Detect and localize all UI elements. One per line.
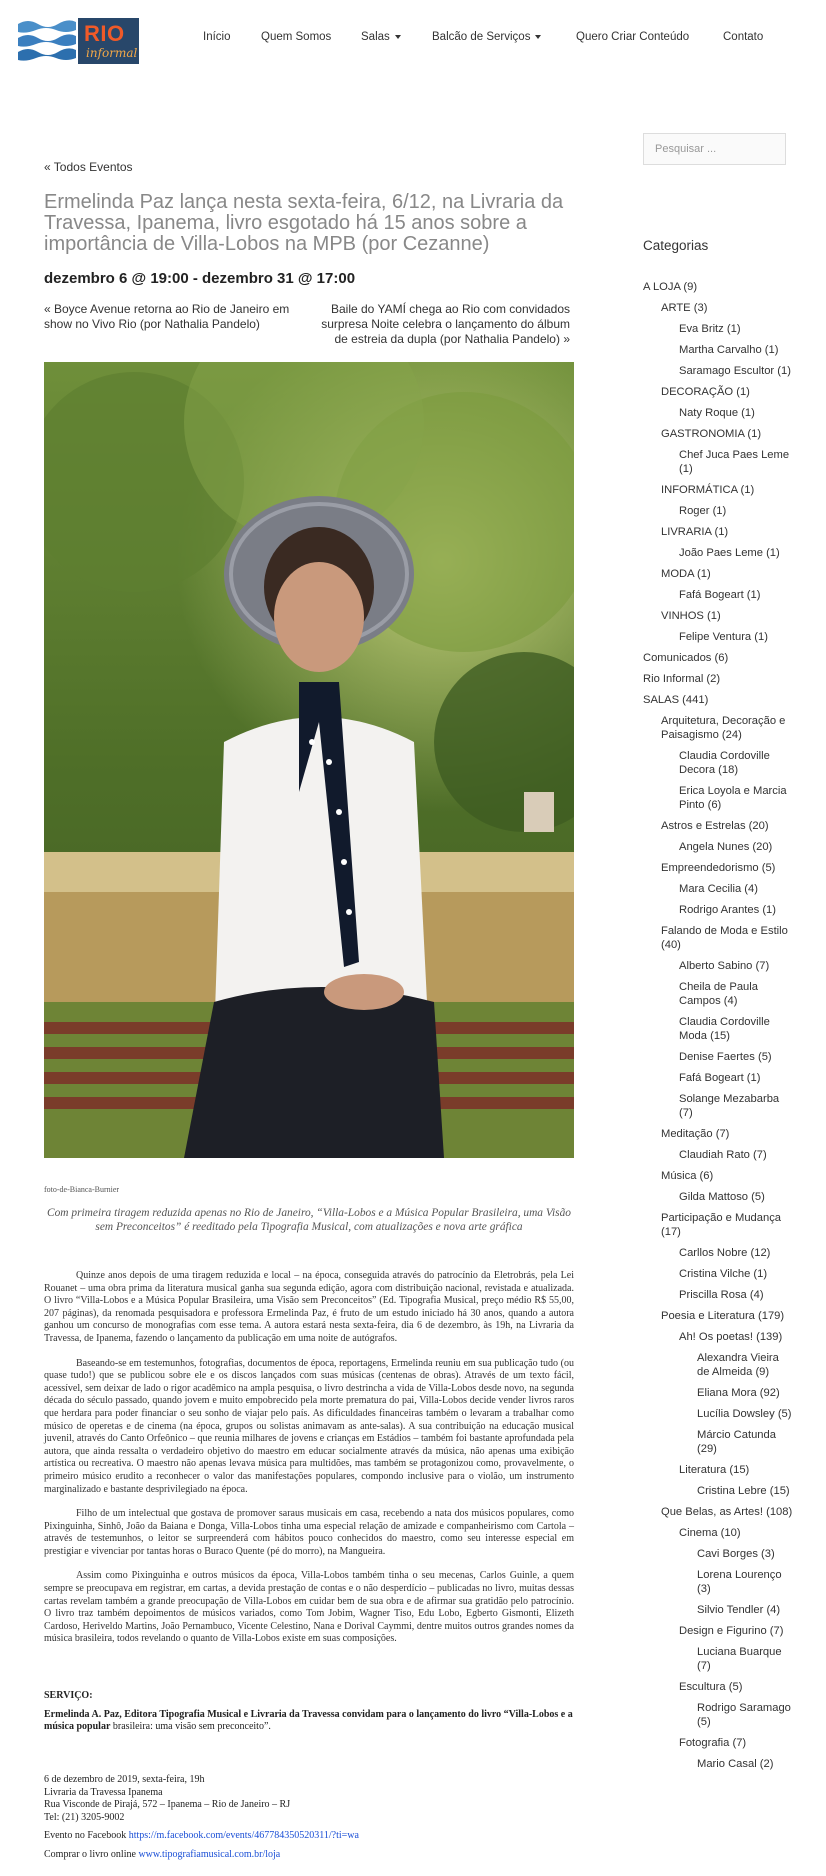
facebook-event-link[interactable]: https://m.facebook.com/events/467784350520311/?ti=wa <box>128 1830 359 1842</box>
category-link[interactable]: Felipe Ventura (1) <box>679 631 768 643</box>
category-link[interactable]: GASTRONOMIA (1) <box>661 428 762 440</box>
category-link[interactable]: Angela Nunes (20) <box>679 841 773 853</box>
article-paragraph: Assim como Pixinguinha e outros músicos da época, Villa-Lobos também tinha o seu mecenas, Carlos Guinle, a quem sempre se preocupava em registrar, em cartas, a devida prestação de contas e o não desperdício – publicadas no livro, muitas dessas cartas revelam também a grande preocupação de Villa-Lobos em cuidar bem de sua obra e de afirmar sua gratidão pelo patrocínio. O livro traz também depoimentos de músicos variados, como Tom Jobim, Wagner Tiso, Edu Lobo, Egberto Gismonti, Elizeth Cardoso, Heriveldo Martins, João Pernambuco, Vicente Celestino, Nana e Dorival Caymmi, dentre muitos outros grandes nomes da música brasileira, todos revelando o quanto de Villa-Lobos existe em suas composições. <box>44 1570 574 1645</box>
photo-caption: foto-de-Bianca-Burnier <box>44 1185 120 1194</box>
info-date: 6 de dezembro de 2019, sexta-feira, 19h <box>44 1774 205 1785</box>
article-lead: Com primeira tiragem reduzida apenas no Rio de Janeiro, “Villa-Lobos e a Música Popular Brasileira, uma Visão sem Preconceitos” é reeditado pela Tipografia Musical, com atualizações e nova arte gráfica <box>47 1207 571 1233</box>
category-link[interactable]: Participação e Mudança (17) <box>661 1212 782 1238</box>
category-link[interactable]: Meditação (7) <box>661 1128 730 1140</box>
search-box <box>643 133 786 165</box>
categories-title: Categorias <box>643 238 709 253</box>
category-link[interactable]: ARTE (3) <box>661 302 708 314</box>
previous-event-link[interactable]: « Boyce Avenue retorna ao Rio de Janeiro em show no Vivo Rio (por Nathalia Pandelo) <box>44 302 290 331</box>
category-link[interactable]: Astros e Estrelas (20) <box>661 820 769 832</box>
logo-text: RIO <box>84 21 125 46</box>
category-link[interactable]: Chef Juca Paes Leme (1) <box>679 449 790 475</box>
category-link[interactable]: Erica Loyola e Marcia Pinto (6) <box>679 785 787 811</box>
chevron-down-icon <box>395 35 401 39</box>
article-paragraph: Baseando-se em testemunhos, fotografias, documentos de época, reportagens, Ermelinda reuniu em sua publicação tudo (ou quase tudo!) que se publicou sobre ele e os discos lançados com suas músicas (centenas de obras). Através de um texto fácil, acessível, sem deixar de lado o rigor acadêmico na ampla pesquisa, o livro destrincha a vida de Villa-Lobos desde novo, na segunda década do século passado, quando jovem e muito empobrecido pela morte prematura do pai, Villa-Lobos decide vender livros raros que herdara para poder financiar o seu sonho de viajar pelo país. As dificuldades financeiras também o levaram a trabalhar como músico de operetas e de cinema (na época, grupos ou solistas animavam as ante-salas). A sua contribuição na educação musical juvenil, através do Canto Orfeônico – que reunia milhares de jovens e crianças em Estádios – também foi bastante aprofundada pela autora, que ainda ressalta o verdadeiro objetivo do maestro em educar socialmente através da música, não apenas uma exibição artística ou recreativa. O maestro não apenas levava música para multidões, mas também se protagonizou como, provavelmente, o primeiro músico erudito a reconhecer o valor das manifestações populares, compondo inclusive para o violão, um instrumento marginalizado e bastante desprivilegiado na época. <box>44 1357 574 1495</box>
categories-list <box>643 280 793 1778</box>
category-link[interactable]: João Paes Leme (1) <box>679 547 780 559</box>
info-facebook <box>44 1830 574 1843</box>
category-link[interactable]: Literatura (15) <box>679 1464 750 1476</box>
category-link[interactable]: Que Belas, as Artes! (108) <box>661 1506 793 1518</box>
category-link[interactable]: Saramago Escultor (1) <box>679 365 791 377</box>
nav-inicio[interactable]: Início <box>203 31 231 43</box>
category-link[interactable]: DECORAÇÃO (1) <box>661 386 750 398</box>
category-link[interactable]: MODA (1) <box>661 568 711 580</box>
category-link[interactable]: Eliana Mora (92) <box>697 1387 780 1399</box>
category-link[interactable]: Cheila de Paula Campos (4) <box>679 981 758 1007</box>
all-events-link[interactable]: « Todos Eventos <box>44 160 133 174</box>
category-link[interactable]: Carllos Nobre (12) <box>679 1247 771 1259</box>
info-phone: Tel: (21) 3205-9002 <box>44 1811 125 1823</box>
servico-block <box>44 1690 574 1734</box>
category-link[interactable]: Lucília Dowsley (5) <box>697 1408 792 1420</box>
category-link[interactable]: Ah! Os poetas! (139) <box>679 1331 783 1343</box>
category-link[interactable]: Claudiah Rato (7) <box>679 1149 767 1161</box>
servico-text <box>44 1709 574 1734</box>
servico-line: Ermelinda A. Paz, Editora Tipografia Musical e Livraria da Travessa convidam para o lançamento do livro “Villa-Lobos e a música popular <box>44 1708 573 1733</box>
category-link[interactable]: INFORMÁTICA (1) <box>661 484 755 496</box>
servico-label: SERVIÇO: <box>44 1690 93 1701</box>
article-body <box>44 1270 574 1658</box>
category-link[interactable]: Claudia Cordoville Decora (18) <box>679 750 770 776</box>
category-link[interactable]: Falando de Moda e Estilo (40) <box>661 925 788 951</box>
facebook-label: Evento no Facebook <box>44 1830 127 1842</box>
category-link[interactable]: Mario Casal (2) <box>697 1758 774 1770</box>
category-link[interactable]: Escultura (5) <box>679 1681 743 1693</box>
category-link[interactable]: Lorena Lourenço (3) <box>697 1569 782 1595</box>
category-link[interactable]: Alberto Sabino (7) <box>679 960 770 972</box>
category-link[interactable]: Cinema (10) <box>679 1527 741 1539</box>
category-link[interactable]: Eva Britz (1) <box>679 323 741 335</box>
category-link[interactable]: Martha Carvalho (1) <box>679 344 779 356</box>
nav-balcao[interactable] <box>432 31 541 43</box>
nav-salas-label: Salas <box>361 31 390 43</box>
category-link[interactable]: Fafá Bogeart (1) <box>679 1072 761 1084</box>
buy-label: Comprar o livro online <box>44 1848 136 1860</box>
event-info <box>44 1774 574 1862</box>
nav-balcao-label: Balcão de Serviços <box>432 31 531 43</box>
category-link[interactable]: Márcio Catunda (29) <box>697 1429 776 1455</box>
nav-quero-criar[interactable]: Quero Criar Conteúdo <box>576 31 690 43</box>
photo-illustration <box>44 362 574 1158</box>
category-link[interactable]: Solange Mezabarba (7) <box>679 1093 780 1119</box>
event-dates: dezembro 6 @ 19:00 - dezembro 31 @ 17:00 <box>44 270 356 287</box>
main-nav <box>0 31 826 51</box>
category-link[interactable]: Claudia Cordoville Moda (15) <box>679 1016 770 1042</box>
category-link[interactable]: Priscilla Rosa (4) <box>679 1289 764 1301</box>
nav-quem-somos[interactable]: Quem Somos <box>261 31 332 43</box>
search-input[interactable] <box>644 134 785 164</box>
info-buy <box>44 1849 574 1862</box>
info-venue: Livraria da Travessa Ipanema <box>44 1786 163 1798</box>
category-link[interactable]: Música (6) <box>661 1170 714 1182</box>
category-link[interactable]: SALAS (441) <box>643 694 709 706</box>
category-link[interactable]: VINHOS (1) <box>661 610 721 622</box>
category-link[interactable]: Comunicados (6) <box>643 652 729 664</box>
category-link[interactable]: Rio Informal (2) <box>643 673 721 685</box>
logo-subtext: informal <box>86 46 138 60</box>
category-link[interactable]: Cavi Borges (3) <box>697 1548 775 1560</box>
site-header <box>0 0 826 80</box>
category-link[interactable]: Alexandra Vieira de Almeida (9) <box>697 1352 779 1378</box>
category-link[interactable]: Design e Figurino (7) <box>679 1625 784 1637</box>
next-event-link[interactable]: Baile do YAMÍ chega ao Rio com convidados surpresa Noite celebra o lançamento do álbum de estreia da dupla (por Nathalia Pandelo) » <box>321 302 570 346</box>
category-link[interactable]: Silvio Tendler (4) <box>697 1604 781 1616</box>
category-link[interactable]: Mara Cecilia (4) <box>679 883 758 895</box>
category-link[interactable]: Denise Faertes (5) <box>679 1051 772 1063</box>
category-link[interactable]: LIVRARIA (1) <box>661 526 729 538</box>
category-link[interactable]: Luciana Buarque (7) <box>697 1646 782 1672</box>
category-link[interactable]: Arquitetura, Decoração e Paisagismo (24) <box>661 715 786 741</box>
category-link[interactable]: Fafá Bogeart (1) <box>679 589 761 601</box>
category-link[interactable]: Rodrigo Saramago (5) <box>697 1702 791 1728</box>
category-link[interactable]: Poesia e Literatura (179) <box>661 1310 785 1322</box>
category-link[interactable]: Empreendedorismo (5) <box>661 862 776 874</box>
event-photo <box>44 362 574 1158</box>
category-link[interactable]: A LOJA (9) <box>643 281 698 293</box>
category-link[interactable]: Cristina Vilche (1) <box>679 1268 768 1280</box>
category-link[interactable]: Naty Roque (1) <box>679 407 755 419</box>
nav-contato[interactable]: Contato <box>723 31 764 43</box>
category-link[interactable]: Rodrigo Arantes (1) <box>679 904 777 916</box>
event-title: Ermelinda Paz lança nesta sexta-feira, 6/12, na Livraria da Travessa, Ipanema, livro esgotado há 15 anos sobre a importância de Villa-Lobos na MPB (por Cezanne) <box>44 191 564 255</box>
article-paragraph: Quinze anos depois de uma tiragem reduzida e local – na época, conseguida através do patrocínio da Eletrobrás, pela Lei Rouanet – uma obra prima da literatura musical ganha sua segunda edição, agora com distribuição nacional, revistada e atualizada. O livro “Villa-Lobos e a Música Popular Brasileira, uma Visão sem Preconceitos” (Ed. Tipografia Musical, preço médio R$ 55,00, 207 páginas), da renomada pesquisadora e professora Ermelinda Paz, é fruto de um estudo iniciado há 30 anos, quando a autora ganhou um concurso de monografias com esse tema. A autora estará nesta sexta-feira, dia 6 de dezembro, às 19h, na Livraria da Travessa, de Ipanema, fazendo o lançamento da publicação em uma noite de autógrafos. <box>44 1270 574 1344</box>
article-paragraph: Filho de um intelectual que gostava de promover saraus musicais em casa, recebendo a nata dos músicos populares, como Pixinguinha, Sinhô, João da Baiana e Donga, Villa-Lobos tinha uma especial relação de amizade e companheirismo com Cartola – através de testemunhos, o leitor se surpreenderá com hábitos pouco conhecidos do maestro, como seu interesse especial em prestigiar e vivenciar por tantas horas o Buraco Quente (pé do morro), na Mangueira. <box>44 1508 574 1557</box>
servico-tail: brasileira: uma visão sem preconceito”. <box>112 1721 271 1733</box>
nav-salas[interactable] <box>361 31 401 43</box>
category-link[interactable]: Cristina Lebre (15) <box>697 1485 790 1497</box>
category-link[interactable]: Fotografia (7) <box>679 1737 747 1749</box>
category-link[interactable]: Gilda Mattoso (5) <box>679 1191 765 1203</box>
info-address: Rua Visconde de Pirajá, 572 – Ipanema – Rio de Janeiro – RJ <box>44 1799 291 1811</box>
category-link[interactable]: Roger (1) <box>679 505 727 517</box>
chevron-down-icon <box>535 35 541 39</box>
buy-book-link[interactable]: www.tipografiamusical.com.br/loja <box>138 1848 281 1860</box>
